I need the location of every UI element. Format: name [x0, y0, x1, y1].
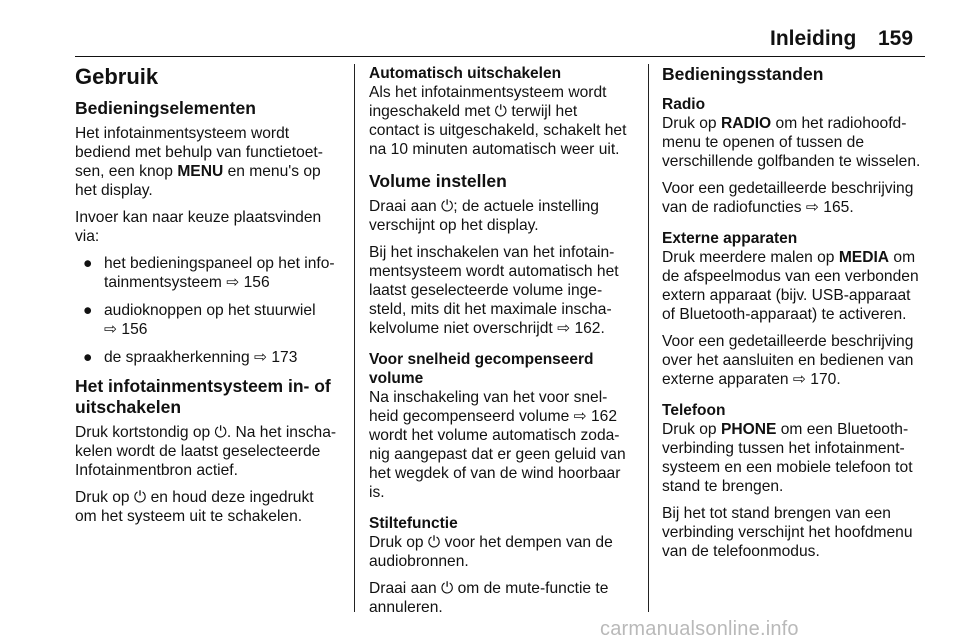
- paragraph-radio-details: Voor een gedetailleerde beschrijving van de radiofuncties ⇨ 165.: [662, 180, 914, 216]
- paragraph-mute: Druk op ⏻ voor het dempen van de audiobronnen.: [369, 534, 613, 570]
- key-radio: RADIO: [720, 115, 772, 132]
- key-media: MEDIA: [838, 249, 890, 266]
- heading-auto-off: Automatisch uitschakelen: [369, 65, 562, 82]
- paragraph-phone: Druk op PHONE om een Bluetooth- verbinding tussen het infotainment- systeem en een mobiele telefoon tot stand te brengen.: [662, 421, 913, 495]
- bullet-icon: ●: [83, 255, 93, 272]
- column-divider-2: [648, 64, 649, 612]
- list-item: ● het bedieningspaneel op het info- tainmentsysteem ⇨ 156: [83, 255, 335, 291]
- paragraph-phone-connect: Bij het tot stand brengen van een verbinding verschijnt het hoofdmenu van de telefoonmodus.: [662, 505, 913, 560]
- paragraph-unmute: Draai aan ⏻ om de mute-functie te annuleren.: [369, 580, 609, 616]
- column-divider-1: [354, 64, 355, 612]
- page-link-156[interactable]: tainmentsysteem ⇨ 156: [104, 274, 270, 291]
- paragraph-switch-on: Druk kortstondig op ⏻. Na het inscha- kelen wordt de laatst geselecteerde Infotainmentbron actief.: [75, 424, 337, 479]
- paragraph-external-details: Voor een gedetailleerde beschrijving over het aansluiten en bedienen van externe apparaten ⇨ 170.: [662, 333, 914, 388]
- page-number: 159: [878, 27, 914, 50]
- heading-on-off: Het infotainmentsysteem in- of uitschakelen: [75, 376, 331, 417]
- heading-volume: Volume instellen: [369, 171, 507, 191]
- column-right: [662, 64, 930, 569]
- page-link-173[interactable]: de spraakherkenning ⇨ 173: [104, 349, 298, 366]
- heading-external: Externe apparaten: [662, 230, 798, 247]
- chapter-title: Inleiding: [770, 27, 857, 50]
- column-left: [75, 64, 345, 534]
- section-heading-gebruik: Gebruik: [75, 64, 159, 89]
- input-list: [75, 254, 345, 367]
- page-link-156[interactable]: ⇨ 156: [104, 321, 148, 338]
- paragraph-volume-turn: Draai aan ⏻; de actuele instelling verschijnt op het display.: [369, 198, 599, 234]
- paragraph-switch-off: Druk op ⏻ en houd deze ingedrukt om het systeem uit te schakelen.: [75, 489, 314, 525]
- watermark: carmanualsonline.info: [600, 618, 799, 640]
- page-header: [0, 0, 960, 56]
- key-phone: PHONE: [720, 421, 777, 438]
- paragraph-input: Invoer kan naar keuze plaatsvinden via:: [75, 209, 322, 245]
- heading-controls: Bedieningselementen: [75, 98, 256, 118]
- heading-modes: Bedieningsstanden: [662, 64, 824, 84]
- paragraph-external: Druk meerdere malen op MEDIA om de afspeelmodus van een verbonden extern apparaat (bijv. USB-apparaat of Bluetooth-apparaat) te activeren.: [662, 249, 919, 323]
- paragraph-controls: Het infotainmentsysteem wordt bediend met behulp van functietoet- sen, een knop MENU en menu's op het display.: [75, 125, 323, 199]
- bullet-icon: ●: [83, 349, 93, 366]
- paragraph-radio: Druk op RADIO om het radiohoofd- menu te openen of tussen de verschillende golfbanden te wisselen.: [662, 115, 921, 170]
- list-item: [75, 348, 345, 367]
- heading-mute: Stiltefunctie: [369, 515, 458, 532]
- bullet-icon: ●: [83, 302, 93, 319]
- key-menu: MENU: [177, 163, 224, 180]
- header-rule: [75, 56, 925, 57]
- list-item: ● audioknoppen op het stuurwiel ⇨ 156: [83, 302, 316, 338]
- paragraph-volume-startup: Bij het inschakelen van het infotain- mentsysteem wordt automatisch het laatst geselecteerde volume inge- steld, mits dit het maximale inscha- kelvolume niet overschrijdt ⇨ 162.: [369, 244, 619, 337]
- paragraph-auto-off: Als het infotainmentsysteem wordt ingeschakeld met ⏻ terwijl het contact is uitgeschakeld, schakelt het na 10 minuten automatisch weer uit.: [369, 84, 627, 158]
- heading-radio: Radio: [662, 96, 706, 113]
- column-middle: [369, 64, 634, 625]
- heading-speed-volume: Voor snelheid gecompenseerd volume: [369, 351, 594, 387]
- heading-phone: Telefoon: [662, 402, 726, 419]
- paragraph-speed-volume: Na inschakeling van het voor snel- heid gecompenseerd volume ⇨ 162 wordt het volume automatisch zoda- nig aangepast dat er geen geluid van het wegdek of van de wind hoorbaar is.: [369, 389, 626, 501]
